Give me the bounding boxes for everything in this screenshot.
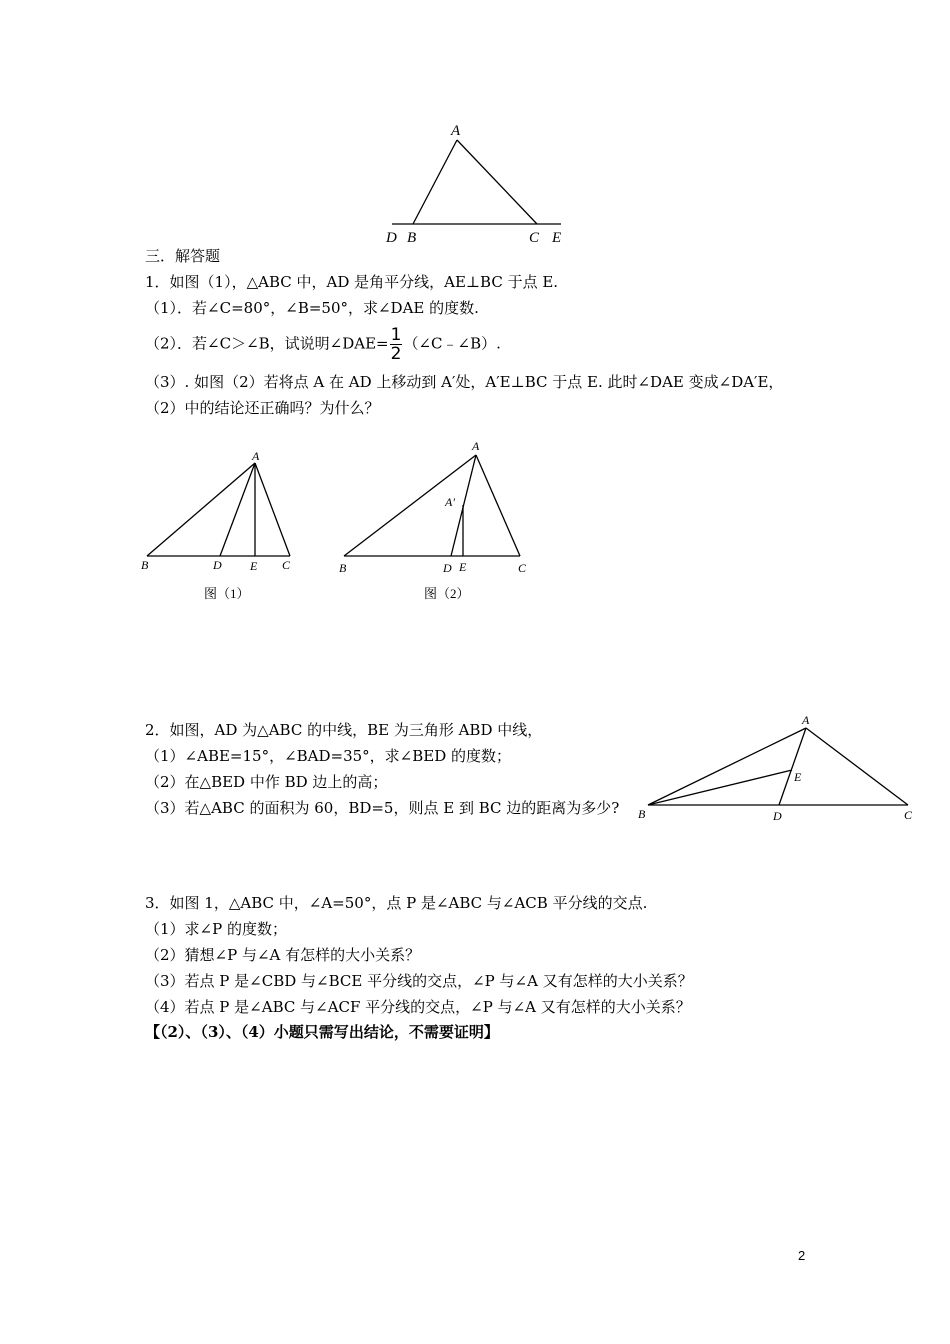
- fig3-median-be: [648, 770, 792, 805]
- fig1-label-b: B: [141, 558, 149, 572]
- fig3-side-ab: [648, 728, 806, 805]
- fig1-label-d: D: [213, 558, 222, 572]
- q2-stem: 2．如图，AD 为△ABC 的中线，BE 为三角形 ABD 中线，: [145, 721, 543, 739]
- fig2-label-c: C: [518, 561, 527, 575]
- label-d: D: [386, 230, 397, 246]
- figure-2: [332, 435, 537, 610]
- label-a: A: [451, 123, 461, 139]
- figure-3: [632, 710, 922, 830]
- q3-part1: （1）求∠P 的度数；: [145, 920, 287, 938]
- side-ac: [457, 140, 537, 224]
- fig2-label-a: A: [472, 439, 480, 453]
- q1-part3: （3）. 如图（2）若将点 A 在 AD 上移动到 A′处，A′E⊥BC 于点 E. 此时∠DAE 变成∠DA′E，: [145, 373, 784, 391]
- fig2-label-a-prime: A′: [445, 495, 455, 509]
- q3-part3: （3）若点 P 是∠CBD 与∠BCE 平分线的交点，∠P 与∠A 又有怎样的大小关系？: [145, 972, 693, 990]
- fig2-caption: 图（2）: [424, 586, 470, 601]
- q1-stem: 1．如图（1），△ABC 中，AD 是角平分线，AE⊥BC 于点 E.: [145, 273, 559, 291]
- q1-part1: （1）．若∠C=80°，∠B=50°，求∠DAE 的度数.: [145, 299, 479, 317]
- fraction-one-half: [390, 326, 403, 363]
- fig2-label-b: B: [339, 561, 347, 575]
- q1-part2-tail: （∠C﹣∠B）.: [403, 334, 501, 353]
- fig3-label-b: B: [638, 807, 646, 821]
- fraction-numerator: 1: [390, 325, 402, 345]
- q3-part2: （2）猜想∠P 与∠A 有怎样的大小关系？: [145, 946, 421, 964]
- q3-stem: 3．如图 1，△ABC 中，∠A=50°，点 P 是∠ABC 与∠ACB 平分线的交点.: [145, 894, 648, 912]
- fig1-label-a: A: [252, 449, 260, 463]
- fig2-side-ac: [476, 455, 520, 556]
- figure-1: [135, 445, 305, 610]
- q1-part2: [145, 326, 501, 363]
- fig1-caption: 图（1）: [204, 586, 250, 601]
- q1-part2-text: （2）．若∠C＞∠B，试说明∠DAE=: [145, 334, 389, 353]
- fig3-label-a: A: [802, 713, 810, 727]
- label-b: B: [407, 230, 417, 246]
- q2-part2: （2）在△BED 中作 BD 边上的高；: [145, 773, 388, 791]
- q2-part1: （1）∠ABE=15°，∠BAD=35°，求∠BED 的度数；: [145, 747, 512, 765]
- fig3-side-ac: [806, 728, 908, 805]
- fig3-label-e: E: [794, 770, 802, 784]
- side-ab: [413, 140, 457, 224]
- figure-top-triangle: [380, 118, 580, 250]
- fig2-side-ab: [344, 455, 476, 556]
- label-e: E: [552, 230, 562, 246]
- page-number: 2: [798, 1248, 806, 1263]
- section-heading: 三．解答题: [145, 247, 221, 265]
- q3-note: 【（2）、（3）、（4）小题只需写出结论，不需要证明】: [145, 1023, 499, 1041]
- fig3-label-d: D: [773, 809, 782, 823]
- fig3-label-c: C: [904, 808, 913, 822]
- fig1-label-c: C: [282, 558, 291, 572]
- fraction-denominator: 2: [390, 344, 402, 364]
- fig2-label-e: E: [459, 560, 467, 574]
- q3-part4: （4）若点 P 是∠ABC 与∠ACF 平分线的交点，∠P 与∠A 又有怎样的大小关系？: [145, 998, 691, 1016]
- q2-part3: （3）若△ABC 的面积为 60，BD=5，则点 E 到 BC 边的距离为多少?: [145, 799, 620, 817]
- fig2-label-d: D: [443, 561, 452, 575]
- fig1-side-ab: [147, 463, 255, 556]
- fig1-label-e: E: [250, 559, 258, 573]
- label-c: C: [529, 230, 540, 246]
- fig1-bisector-ad: [220, 463, 255, 556]
- q1-part3-continued: （2）中的结论还正确吗？为什么？: [145, 399, 380, 417]
- fig1-side-ac: [255, 463, 290, 556]
